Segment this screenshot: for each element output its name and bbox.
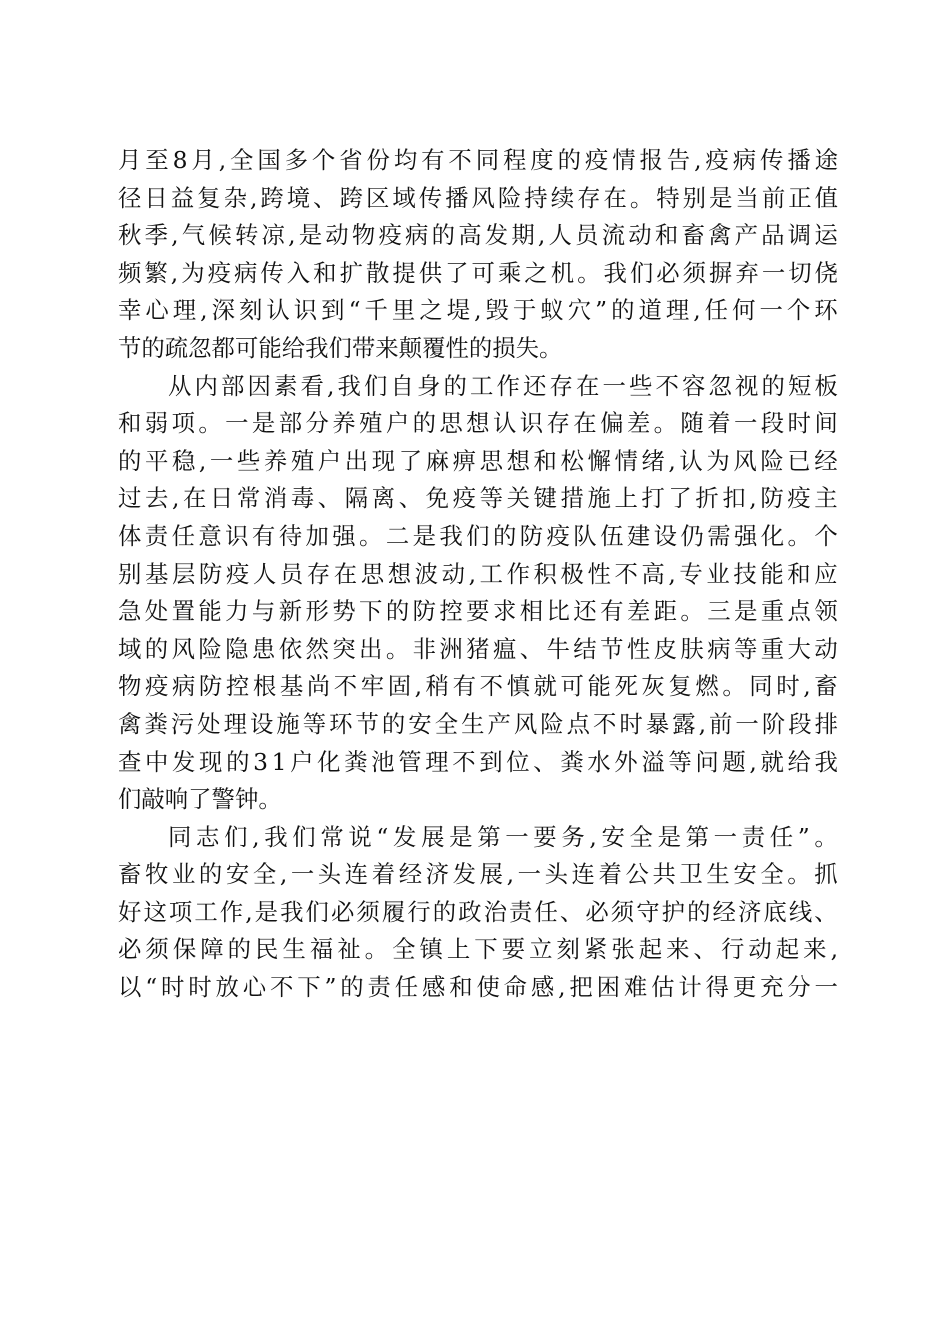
text-line: 频 繁 , 为 疫 病 传 入 和 扩 散 提 供 了 可 乘 之 机 。 我 们 必 须 摒 弃 一 切 侥 — [118, 258, 838, 287]
text-line: 查 中 发 现 的 3 1 户 化 粪 池 管 理 不 到 位 、 粪 水 外 溢 等 问 题 , 就 给 我 — [118, 747, 838, 776]
text-line: 过 去 , 在 日 常 消 毒 、 隔 离 、 免 疫 等 关 键 措 施 上 打 了 折 扣 , 防 疫 主 — [118, 484, 838, 513]
body-text — [118, 142, 838, 1007]
text-line: 从 内 部 因 素 看 , 我 们 自 身 的 工 作 还 存 在 一 些 不 容 忽 视 的 短 板 — [168, 371, 838, 400]
text-line: 禽 粪 污 处 理 设 施 等 环 节 的 安 全 生 产 风 险 点 不 时 暴 露 , 前 一 阶 段 排 — [118, 709, 838, 738]
text-line: 月 至 8 月 , 全 国 多 个 省 份 均 有 不 同 程 度 的 疫 情 报 告 , 疫 病 传 播 途 — [118, 146, 838, 174]
text-line: 体 责 任 意 识 有 待 加 强 。 二 是 我 们 的 防 疫 队 伍 建 设 仍 需 强 化 。 个 — [118, 521, 838, 550]
text-line: 别 基 层 防 疫 人 员 存 在 思 想 波 动 , 工 作 积 极 性 不 高 , 专 业 技 能 和 应 — [118, 559, 838, 588]
text-line: 的 平 稳 , 一 些 养 殖 户 出 现 了 麻 痹 思 想 和 松 懈 情 绪 , 认 为 风 险 已 经 — [118, 446, 838, 475]
text-line: 急 处 置 能 力 与 新 形 势 下 的 防 控 要 求 相 比 还 有 差 距 。 三 是 重 点 领 — [118, 597, 838, 626]
text-line: 节的疏忽都可能给我们带来颠覆性的损失。 — [118, 333, 563, 362]
text-line: 以 “ 时 时 放 心 不 下 ” 的 责 任 感 和 使 命 感 , 把 困 难 估 计 得 更 充 分 一 — [118, 973, 838, 1002]
text-line: 畜 牧 业 的 安 全 , 一 头 连 着 经 济 发 展 , 一 头 连 着 公 共 卫 生 安 全 。 抓 — [118, 860, 838, 889]
text-line: 好 这 项 工 作 , 是 我 们 必 须 履 行 的 政 治 责 任 、 必 须 守 护 的 经 济 底 线 、 — [118, 897, 838, 926]
text-line: 幸 心 理 , 深 刻 认 识 到 “ 千 里 之 堤 , 毁 于 蚁 穴 ” 的 道 理 , 任 何 一 个 环 — [118, 296, 838, 325]
text-line: 域 的 风 险 隐 患 依 然 突 出 。 非 洲 猪 瘟 、 牛 结 节 性 皮 肤 病 等 重 大 动 — [118, 634, 838, 663]
text-line: 必 须 保 障 的 民 生 福 祉 。 全 镇 上 下 要 立 刻 紧 张 起 来 、 行 动 起 来 , — [118, 935, 838, 964]
text-line: 物 疫 病 防 控 根 基 尚 不 牢 固 , 稍 有 不 慎 就 可 能 死 灰 复 燃 。 同 时 , 畜 — [118, 672, 838, 701]
text-line: 径 日 益 复 杂 , 跨 境 、 跨 区 域 传 播 风 险 持 续 存 在 。 特 别 是 当 前 正 值 — [118, 183, 838, 212]
text-line: 同 志 们 , 我 们 常 说 “ 发 展 是 第 一 要 务 , 安 全 是 第 一 责 任 ” 。 — [168, 822, 838, 851]
text-line: 和 弱 项 。 一 是 部 分 养 殖 户 的 思 想 认 识 存 在 偏 差 。 随 着 一 段 时 间 — [118, 409, 838, 438]
text-line: 们敲响了警钟。 — [118, 785, 282, 814]
text-line: 秋 季 , 气 候 转 凉 , 是 动 物 疫 病 的 高 发 期 , 人 员 流 动 和 畜 禽 产 品 调 运 — [118, 221, 838, 250]
